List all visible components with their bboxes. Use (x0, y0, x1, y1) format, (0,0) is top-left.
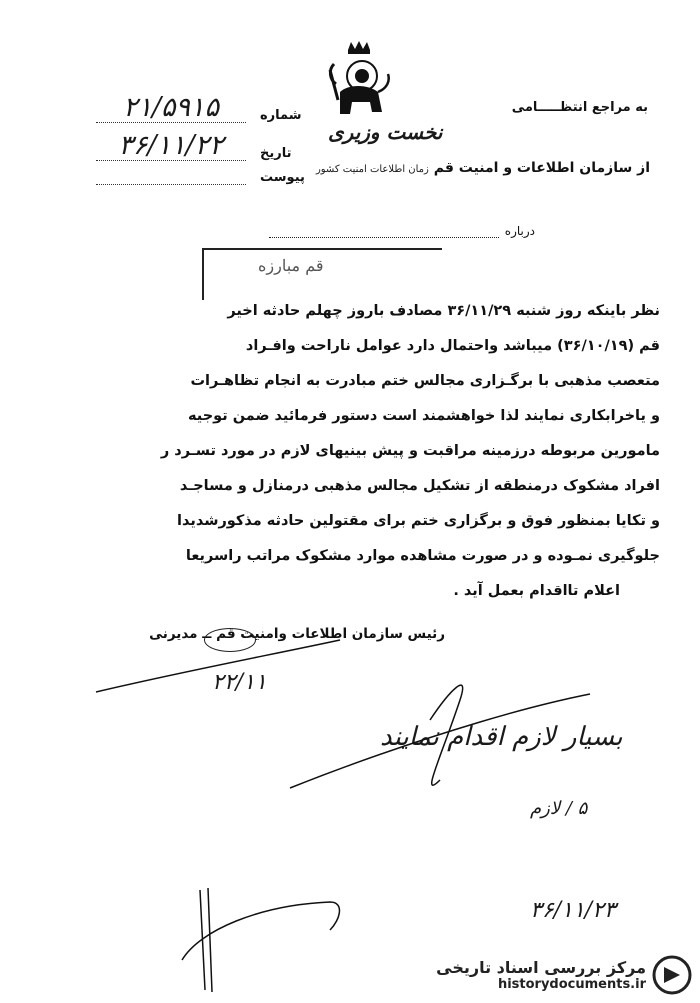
organization-line (316, 160, 650, 176)
body-line: و یاخرابکاری نمایند لذا خواهشمند است دستور فرمائید ضمن توجیه (187, 408, 660, 424)
document-date: ۳۶/۱۱/۲۲ (96, 130, 246, 161)
document-number: ۲۱/۵۹۱۵ (96, 92, 246, 123)
watermark-url: historydocuments.ir (497, 977, 646, 992)
body-line: اعلام تااقدام بعمل آید . (453, 583, 620, 599)
ministry-title: نخست وزیری (328, 120, 443, 144)
number-label: شماره (260, 108, 302, 123)
body-line: و تکایا بمنظور فوق و برگزاری ختم برای مقتولین حادثه مذکورشدیدا (177, 513, 660, 529)
date-row (96, 130, 308, 161)
subject-line (269, 224, 535, 238)
body-line: مامورین مربوطه درزمینه مراقبت و پیش بینیهای لازم در مورد تسـرد ر (160, 443, 660, 459)
organization-sub: زمان اطلاعات امنیت کشور (315, 164, 429, 175)
subject-label: درباره (504, 224, 535, 238)
attachment-row (96, 168, 308, 185)
handwritten-date-2: ۳۶/۱۱/۲۳ (530, 898, 616, 923)
body-line: افراد مشکوک درمنطقه از تشکیل مجالس مذهبی درمنازل و مساجـد (179, 478, 660, 494)
attachment-label: پیوست (260, 170, 305, 185)
subject-field (269, 227, 499, 238)
handwritten-date: ۲۲/۱۱ (212, 670, 267, 695)
archive-watermark (436, 955, 692, 995)
archive-logo-icon (652, 955, 692, 995)
body-line: متعصب مذهبی با برگـزاری مجالس ختم مبادرت به انجام تظاهـرات (190, 373, 660, 389)
handwritten-note-2: ۵ / لازم (530, 798, 588, 819)
signature-title: رئیس سازمان اطلاعات وامنیت قم ــ مدیرنی (149, 626, 445, 642)
recipient-label: به مراجع انتظـــــامی (511, 100, 648, 115)
organization-name: از سازمان اطلاعات و امنیت قم (433, 160, 650, 176)
watermark-persian: مرکز بررسی اسناد تاریخی (436, 958, 646, 977)
handwritten-note: بسیار لازم اقدام نمایند (380, 722, 623, 752)
name-circle-mark (204, 628, 256, 652)
number-row (96, 92, 308, 123)
body-line: نظر باینکه روز شنبه ۳۶/۱۱/۲۹ مصادف باروز چهلم حادثه اخیر (227, 303, 660, 319)
body-line: قم (۳۶/۱۰/۱۹) میباشد واحتمال دارد عوامل ناراحت وافـراد (245, 338, 660, 354)
recipient-line (512, 100, 648, 115)
date-label: تاریخ (260, 146, 292, 161)
body-line: جلوگیری نمـوده و در صورت مشاهده موارد مشکوک مراتب راسریعا (185, 548, 660, 564)
stamp-text: قم مبارزه (258, 256, 324, 275)
letter-body (100, 294, 660, 609)
lion-and-sun-emblem (318, 40, 396, 128)
attachment-value (96, 168, 246, 185)
